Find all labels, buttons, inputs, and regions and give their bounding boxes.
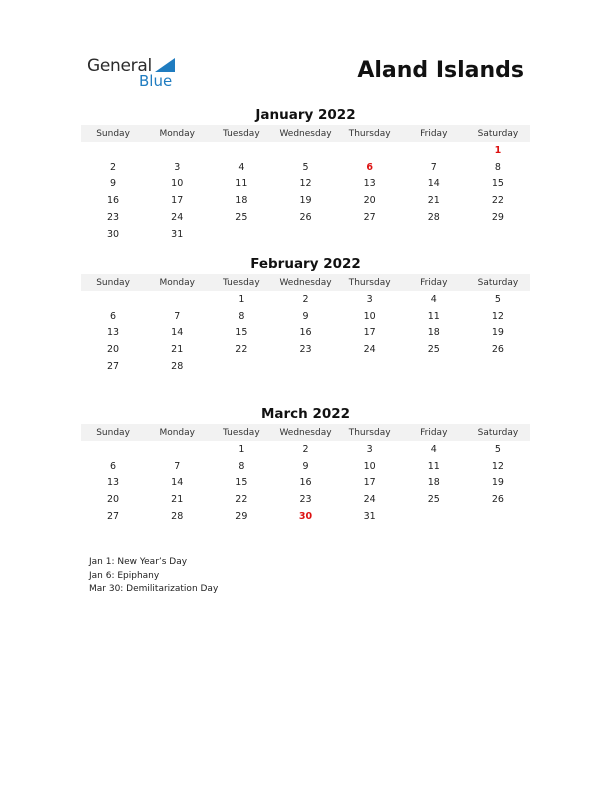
day-cell: 26 bbox=[491, 344, 504, 356]
day-cell: 21 bbox=[171, 344, 184, 356]
day-cell: 11 bbox=[427, 310, 440, 322]
logo-triangle-icon bbox=[155, 58, 175, 72]
month-block bbox=[81, 255, 530, 375]
day-cell: 29 bbox=[235, 511, 248, 523]
weekday-label: Sunday bbox=[96, 277, 130, 288]
day-cell: 6 bbox=[110, 310, 117, 322]
day-cell: 22 bbox=[491, 195, 504, 207]
week-row bbox=[81, 458, 530, 475]
day-cell: 7 bbox=[430, 161, 437, 173]
week-row bbox=[81, 358, 530, 375]
weekday-header bbox=[81, 274, 530, 291]
day-cell: 23 bbox=[299, 494, 312, 506]
day-cell: 24 bbox=[171, 212, 184, 224]
day-cell: 12 bbox=[491, 460, 504, 472]
day-cell: 13 bbox=[107, 327, 120, 339]
logo bbox=[87, 56, 187, 92]
day-cell: 17 bbox=[363, 477, 376, 489]
holiday-note: Jan 1: New Year’s Day bbox=[89, 557, 188, 567]
day-cell: 4 bbox=[238, 161, 245, 173]
week-row bbox=[81, 341, 530, 358]
day-cell: 12 bbox=[491, 310, 504, 322]
day-cell: 12 bbox=[299, 178, 312, 190]
weekday-header bbox=[81, 424, 530, 441]
weekday-label: Saturday bbox=[477, 128, 519, 139]
week-row bbox=[81, 508, 530, 525]
week-row bbox=[81, 491, 530, 508]
week-row bbox=[81, 325, 530, 342]
weekday-label: Wednesday bbox=[279, 128, 332, 139]
day-cell: 1 bbox=[238, 443, 245, 455]
week-row bbox=[81, 142, 530, 159]
day-cell: 19 bbox=[299, 195, 312, 207]
month-title: March 2022 bbox=[260, 406, 351, 422]
day-cell: 5 bbox=[302, 161, 309, 173]
holiday-day-cell: 1 bbox=[494, 144, 502, 156]
day-cell: 4 bbox=[430, 293, 437, 305]
week-row bbox=[81, 226, 530, 243]
weekday-label: Saturday bbox=[477, 427, 519, 438]
day-cell: 2 bbox=[302, 293, 309, 305]
day-cell: 28 bbox=[427, 212, 440, 224]
day-cell: 22 bbox=[235, 344, 248, 356]
logo-blue-text: Blue bbox=[139, 72, 173, 90]
day-cell: 28 bbox=[171, 361, 184, 373]
day-cell: 25 bbox=[427, 344, 440, 356]
day-cell: 9 bbox=[302, 460, 309, 472]
weekday-label: Friday bbox=[420, 128, 448, 139]
day-cell: 4 bbox=[430, 443, 437, 455]
day-cell: 20 bbox=[107, 344, 120, 356]
day-cell: 14 bbox=[427, 178, 440, 190]
day-cell: 16 bbox=[299, 327, 312, 339]
logo-general-text: General bbox=[87, 56, 152, 76]
day-cell: 18 bbox=[235, 195, 248, 207]
day-cell: 27 bbox=[363, 212, 376, 224]
day-cell: 15 bbox=[235, 477, 248, 489]
day-cell: 31 bbox=[363, 511, 376, 523]
day-cell: 16 bbox=[107, 195, 120, 207]
day-cell: 17 bbox=[171, 195, 184, 207]
day-cell: 20 bbox=[107, 494, 120, 506]
weekday-label: Tuesday bbox=[223, 277, 260, 288]
day-cell: 10 bbox=[363, 310, 376, 322]
day-cell: 25 bbox=[427, 494, 440, 506]
day-cell: 5 bbox=[494, 443, 501, 455]
weekday-header bbox=[81, 125, 530, 142]
day-cell: 14 bbox=[171, 477, 184, 489]
holiday-day-cell: 6 bbox=[366, 161, 373, 173]
day-cell: 11 bbox=[235, 178, 248, 190]
weekday-label: Friday bbox=[420, 277, 448, 288]
day-cell: 24 bbox=[363, 494, 376, 506]
day-cell: 13 bbox=[363, 178, 376, 190]
weekday-label: Wednesday bbox=[279, 427, 332, 438]
day-cell: 3 bbox=[366, 443, 373, 455]
day-cell: 5 bbox=[494, 293, 501, 305]
day-cell: 25 bbox=[235, 212, 248, 224]
day-cell: 23 bbox=[107, 212, 120, 224]
holiday-note: Mar 30: Demilitarization Day bbox=[89, 584, 219, 594]
day-cell: 18 bbox=[427, 327, 440, 339]
country-title: Aland Islands bbox=[357, 58, 524, 83]
weekday-label: Sunday bbox=[96, 427, 130, 438]
day-cell: 15 bbox=[491, 178, 504, 190]
week-row bbox=[81, 475, 530, 492]
week-row bbox=[81, 291, 530, 308]
day-cell: 26 bbox=[299, 212, 312, 224]
day-cell: 14 bbox=[171, 327, 184, 339]
day-cell: 27 bbox=[107, 361, 120, 373]
month-block bbox=[81, 106, 530, 243]
weekday-label: Thursday bbox=[348, 427, 391, 438]
week-row bbox=[81, 192, 530, 209]
day-cell: 28 bbox=[171, 511, 184, 523]
day-cell: 24 bbox=[363, 344, 376, 356]
day-cell: 13 bbox=[107, 477, 120, 489]
day-cell: 30 bbox=[107, 228, 120, 240]
day-cell: 10 bbox=[171, 178, 184, 190]
weekday-label: Friday bbox=[420, 427, 448, 438]
weekday-label: Thursday bbox=[348, 277, 391, 288]
day-cell: 31 bbox=[171, 228, 184, 240]
day-cell: 16 bbox=[299, 477, 312, 489]
day-cell: 19 bbox=[491, 327, 504, 339]
day-cell: 21 bbox=[427, 195, 440, 207]
day-cell: 8 bbox=[238, 460, 245, 472]
weekday-label: Monday bbox=[159, 277, 195, 288]
weekday-label: Monday bbox=[159, 128, 195, 139]
day-cell: 19 bbox=[491, 477, 504, 489]
day-cell: 1 bbox=[238, 293, 245, 305]
weekday-label: Saturday bbox=[477, 277, 519, 288]
weekday-label: Wednesday bbox=[279, 277, 332, 288]
day-cell: 7 bbox=[174, 310, 181, 322]
month-block bbox=[81, 405, 530, 525]
day-cell: 10 bbox=[363, 460, 376, 472]
day-cell: 23 bbox=[299, 344, 312, 356]
week-row bbox=[81, 159, 530, 176]
week-row bbox=[81, 441, 530, 458]
weekday-label: Tuesday bbox=[223, 128, 260, 139]
day-cell: 8 bbox=[238, 310, 245, 322]
weekday-label: Sunday bbox=[96, 128, 130, 139]
holiday-day-cell: 30 bbox=[298, 511, 313, 523]
day-cell: 17 bbox=[363, 327, 376, 339]
week-row bbox=[81, 176, 530, 193]
weekday-label: Tuesday bbox=[223, 427, 260, 438]
week-row bbox=[81, 209, 530, 226]
day-cell: 6 bbox=[110, 460, 117, 472]
day-cell: 9 bbox=[302, 310, 309, 322]
month-title: February 2022 bbox=[250, 256, 361, 272]
day-cell: 2 bbox=[110, 161, 117, 173]
weekday-label: Monday bbox=[159, 427, 195, 438]
weekday-label: Thursday bbox=[348, 128, 391, 139]
day-cell: 22 bbox=[235, 494, 248, 506]
day-cell: 3 bbox=[174, 161, 181, 173]
month-title: January 2022 bbox=[255, 107, 356, 123]
holiday-note: Jan 6: Epiphany bbox=[89, 570, 160, 581]
week-row bbox=[81, 308, 530, 325]
day-cell: 8 bbox=[494, 161, 501, 173]
day-cell: 18 bbox=[427, 477, 440, 489]
day-cell: 7 bbox=[174, 460, 181, 472]
day-cell: 9 bbox=[110, 178, 117, 190]
day-cell: 2 bbox=[302, 443, 309, 455]
day-cell: 20 bbox=[363, 195, 376, 207]
day-cell: 21 bbox=[171, 494, 184, 506]
day-cell: 11 bbox=[427, 460, 440, 472]
day-cell: 29 bbox=[491, 212, 504, 224]
day-cell: 15 bbox=[235, 327, 248, 339]
day-cell: 27 bbox=[107, 511, 120, 523]
holiday-notes bbox=[89, 556, 218, 597]
day-cell: 3 bbox=[366, 293, 373, 305]
day-cell: 26 bbox=[491, 494, 504, 506]
